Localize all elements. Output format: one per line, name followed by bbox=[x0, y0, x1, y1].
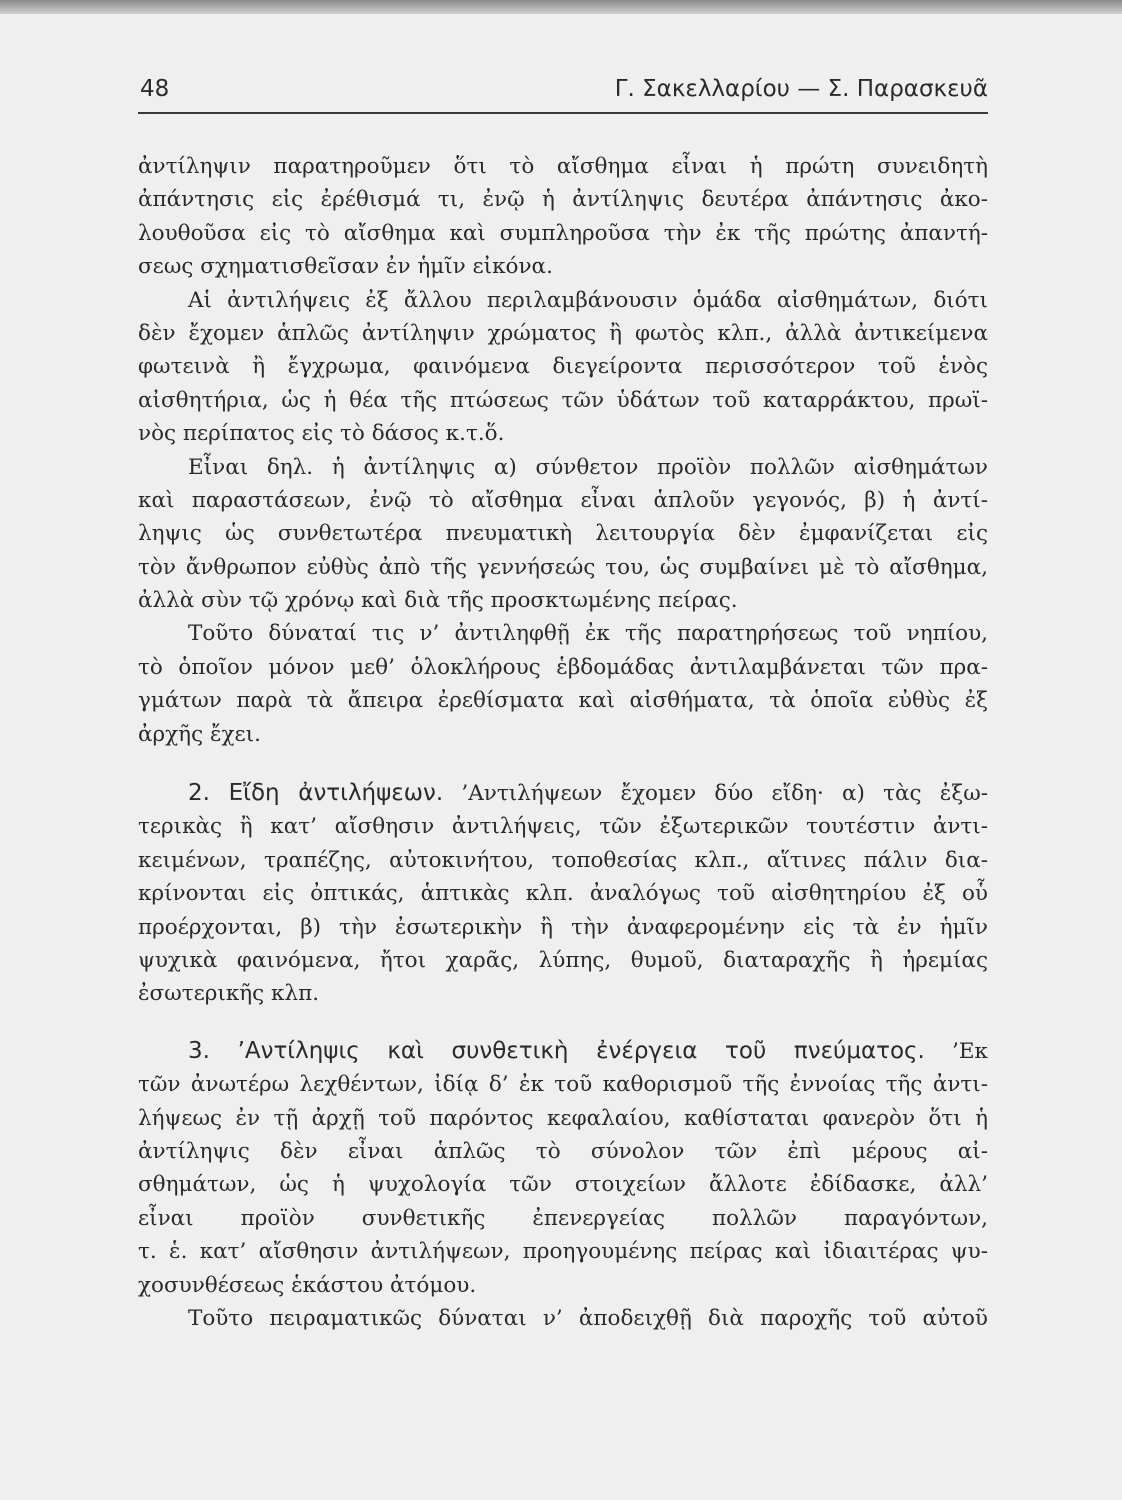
section-first-line bbox=[138, 1035, 988, 1068]
scan-top-edge bbox=[0, 0, 1122, 14]
text-line: ἀντίληψιν παρατηροῦμεν ὅτι τὸ αἴσθημα εἶναι ἡ πρώτη συνειδητὴ bbox=[138, 154, 988, 179]
text-line: ἀλλὰ σὺν τῷ χρόνῳ καὶ διὰ τῆς προσκτωμένης πείρας. bbox=[138, 588, 738, 614]
text-line: νὸς περίπατος εἰς τὸ δάσος κ.τ.ὅ. bbox=[138, 421, 505, 447]
text-line: καὶ παραστάσεων, ἐνῷ τὸ αἴσθημα εἶναι ἁπλοῦν γεγονός, β) ἡ ἀντί- bbox=[138, 487, 988, 513]
text-line: δὲν ἔχομεν ἁπλῶς ἀντίληψιν χρώματος ἢ φωτὸς κλπ., ἀλλὰ ἀντικείμενα bbox=[138, 320, 988, 346]
running-header bbox=[138, 76, 988, 114]
text-line: σεως σχηματισθεῖσαν ἐν ἡμῖν εἰκόνα. bbox=[138, 254, 553, 280]
section-3 bbox=[138, 1035, 988, 1302]
section-heading: 3. ’Αντίληψις καὶ συνθετικὴ ἐνέργεια τοῦ πνεύματος. bbox=[188, 1037, 925, 1064]
text-line: σθημάτων, ὡς ἡ ψυχολογία τῶν στοιχείων ἄλλοτε ἐδίδασκε, ἀλλ’ bbox=[138, 1172, 988, 1198]
text-line: Τοῦτο πειραματικῶς δύναται ν’ ἀποδειχθῇ διὰ παροχῆς τοῦ αὐτοῦ bbox=[188, 1305, 988, 1331]
section-heading: 2. Εἴδη ἀντιλήψεων. bbox=[188, 780, 444, 807]
running-title: Γ. Σακελλαρίου — Σ. Παρασκευᾶ bbox=[614, 76, 988, 102]
text-line: εἶναι προϊὸν συνθετικῆς ἐπενεργείας πολλῶν παραγόντων, bbox=[138, 1205, 988, 1231]
text-line: τὸ ὁποῖον μόνον μεθ’ ὁλοκλήρους ἑβδομάδας ἀντιλαμβάνεται τῶν πρα- bbox=[138, 654, 988, 680]
text-line: ψυχικὰ φαινόμενα, ἤτοι χαρᾶς, λύπης, θυμοῦ, διαταραχῆς ἢ ἠρεμίας bbox=[138, 947, 988, 973]
text-line: γμάτων παρὰ τὰ ἄπειρα ἐρεθίσματα καὶ αἰσθήματα, τὰ ὁποῖα εὐθὺς ἐξ bbox=[138, 688, 988, 714]
paragraph bbox=[138, 617, 988, 751]
page-body bbox=[138, 150, 988, 1335]
text-line: ληψις ὡς συνθετωτέρα πνευματικὴ λειτουργία δὲν ἐμφανίζεται εἰς bbox=[138, 521, 988, 547]
text-line: Εἶναι δηλ. ἡ ἀντίληψις α) σύνθετον προϊὸν πολλῶν αἰσθημάτων bbox=[188, 454, 988, 480]
text-line: ἐσωτερικῆς κλπ. bbox=[138, 981, 320, 1007]
text-line: κειμένων, τραπέζης, αὐτοκινήτου, τοποθεσίας κλπ., αἵτινες πάλιν δια- bbox=[138, 847, 988, 873]
text-line: τ. ἑ. κατ’ αἴσθησιν ἀντιλήψεων, προηγουμένης πείρας καὶ ἰδιαιτέρας ψυ- bbox=[138, 1239, 988, 1265]
section-first-line bbox=[138, 777, 988, 810]
text-line: Τοῦτο δύναταί τις ν’ ἀντιληφθῇ ἐκ τῆς παρατηρήσεως τοῦ νηπίου, bbox=[188, 621, 988, 647]
text-line: λήψεως ἐν τῇ ἀρχῇ τοῦ παρόντος κεφαλαίου, καθίσταται φανερὸν ὅτι ἡ bbox=[138, 1105, 988, 1131]
book-page bbox=[138, 76, 988, 1335]
text-line: αἰσθητήρια, ὡς ἡ θέα τῆς πτώσεως τῶν ὑδάτων τοῦ καταρράκτου, πρωϊ- bbox=[138, 387, 988, 413]
section-lead-text: ’Εκ bbox=[952, 1038, 988, 1064]
section-lead-text: ’Αντιλήψεων ἔχομεν δύο εἴδη· α) τὰς ἐξω- bbox=[461, 781, 988, 807]
section-2 bbox=[138, 777, 988, 1011]
paragraph bbox=[138, 451, 988, 618]
text-line: τερικὰς ἢ κατ’ αἴσθησιν ἀντιλήψεις, τῶν ἐξωτερικῶν τουτέστιν ἀντι- bbox=[138, 814, 988, 840]
paragraph bbox=[138, 1302, 988, 1335]
text-line: τῶν ἀνωτέρω λεχθέντων, ἰδίᾳ δ’ ἐκ τοῦ καθορισμοῦ τῆς ἐννοίας τῆς ἀντι- bbox=[138, 1072, 988, 1098]
page-number: 48 bbox=[140, 76, 170, 102]
paragraph bbox=[138, 150, 988, 284]
text-line: προέρχονται, β) τὴν ἐσωτερικὴν ἢ τὴν ἀναφερομένην εἰς τὰ ἐν ἡμῖν bbox=[138, 914, 988, 940]
text-line: ἀρχῆς ἔχει. bbox=[138, 721, 261, 747]
text-line: λουθοῦσα εἰς τὸ αἴσθημα καὶ συμπληροῦσα τὴν ἐκ τῆς πρώτης ἀπαντή- bbox=[138, 220, 988, 246]
text-line: κρίνονται εἰς ὀπτικάς, ἁπτικὰς κλπ. ἀναλόγως τοῦ αἰσθητηρίου ἐξ οὗ bbox=[138, 881, 988, 907]
paragraph bbox=[138, 284, 988, 451]
text-line: ἀπάντησις εἰς ἐρέθισμά τι, ἐνῷ ἡ ἀντίληψις δευτέρα ἀπάντησις ἀκο- bbox=[138, 187, 988, 213]
text-line: τὸν ἄνθρωπον εὐθὺς ἀπὸ τῆς γεννήσεώς του, ὡς συμβαίνει μὲ τὸ αἴσθημα, bbox=[138, 554, 988, 580]
text-line: φωτεινὰ ἢ ἔγχρωμα, φαινόμενα διεγείροντα περισσότερον τοῦ ἑνὸς bbox=[138, 354, 988, 380]
text-line: Αἱ ἀντιλήψεις ἐξ ἄλλου περιλαμβάνουσιν ὁμάδα αἰσθημάτων, διότι bbox=[188, 287, 988, 313]
text-line: χοσυνθέσεως ἑκάστου ἀτόμου. bbox=[138, 1272, 477, 1298]
text-line: ἀντίληψις δὲν εἶναι ἁπλῶς τὸ σύνολον τῶν ἐπὶ μέρους αἰ- bbox=[138, 1138, 988, 1164]
